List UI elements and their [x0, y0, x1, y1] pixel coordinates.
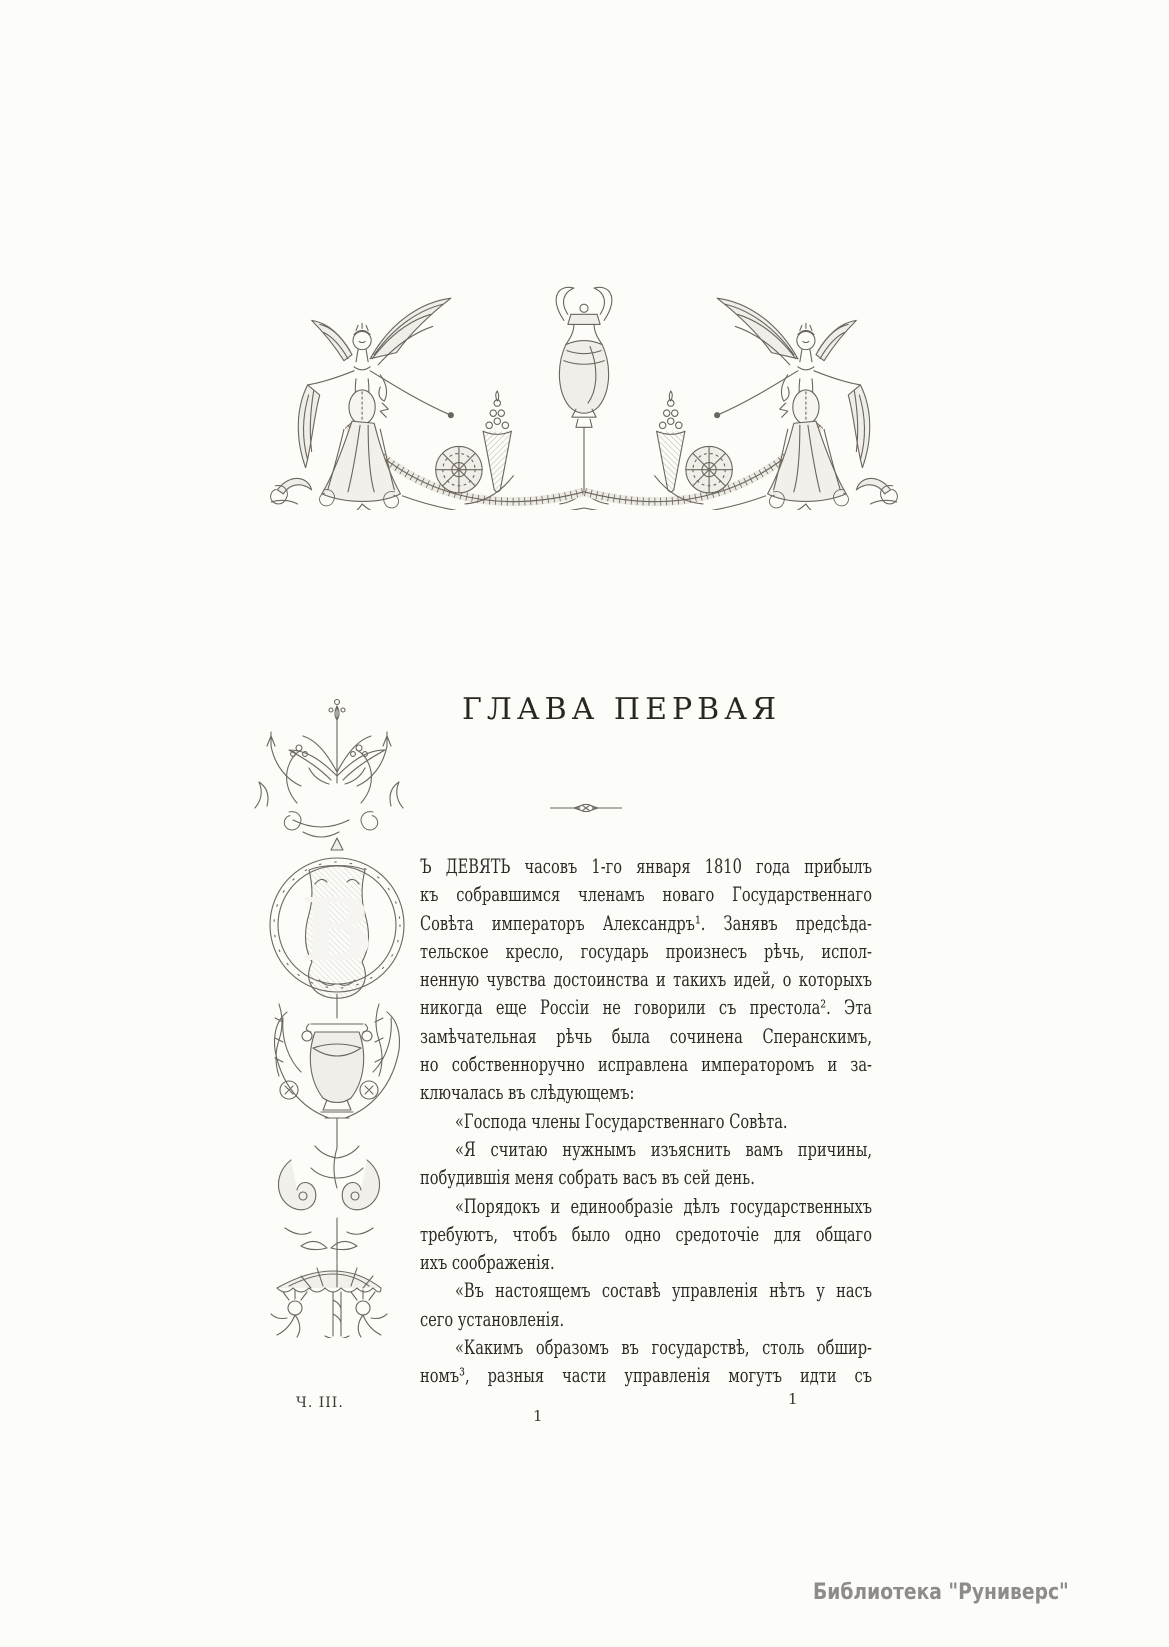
left-ornament-column	[248, 688, 410, 1338]
text-line: «Господа члены Государственнаго Совѣта.	[454, 1108, 788, 1133]
chapter-title: ГЛАВА ПЕРВАЯ	[462, 692, 782, 727]
text-line: Совѣта императоръ Александръ¹. Занявъ предсѣда-	[420, 910, 872, 935]
text-line: Ъ ДЕВЯТЬ часовъ 1-го января 1810 года прибылъ	[420, 854, 872, 878]
title-divider	[550, 802, 622, 814]
body-text	[420, 852, 872, 1390]
library-watermark: Библиотека "Руниверс"	[813, 1580, 1069, 1605]
text-line: побудившія меня собрать васъ въ сей день.	[420, 1165, 755, 1190]
text-line: ключалась въ слѣдующемъ:	[420, 1080, 635, 1105]
footer-signature-mark: 1	[533, 1407, 543, 1425]
drop-cap-letter: В	[300, 880, 374, 981]
text-line: «Я считаю нужнымъ изъяснить вамъ причины,	[454, 1136, 872, 1161]
text-line: требуютъ, чтобъ было одно средоточіе для общаго	[420, 1221, 872, 1246]
text-line: ненную чувства достоинства и такихъ идей, о которыхъ	[420, 967, 872, 992]
text-line: но собственноручно исправлена императоромъ и за-	[420, 1052, 872, 1077]
footer-page-number: 1	[788, 1390, 798, 1408]
text-line: никогда еще Россіи не говорили съ престола². Эта	[420, 995, 872, 1020]
headpiece-engraving	[258, 278, 910, 510]
text-line: «Порядокъ и единообразіе дѣлъ государственныхъ	[454, 1193, 872, 1218]
text-line: «Въ настоящемъ составѣ управленія нѣтъ у насъ	[454, 1278, 872, 1303]
text-line: сего установленія.	[420, 1306, 565, 1331]
text-line: номъ³, разныя части управленія могутъ идти съ	[420, 1363, 872, 1388]
text-line: къ собравшимся членамъ новаго Государственнаго	[420, 882, 872, 907]
text-line: замѣчательная рѣчь была сочинена Сперанскимъ,	[420, 1023, 872, 1048]
text-line: «Какимъ образомъ въ государствѣ, столь обшир-	[454, 1335, 872, 1360]
text-line: ихъ соображенія.	[420, 1250, 555, 1275]
text-line: тельское кресло, государь произнесъ рѣчь, испол-	[420, 938, 872, 963]
footer-part-label: Ч. III.	[296, 1395, 344, 1411]
